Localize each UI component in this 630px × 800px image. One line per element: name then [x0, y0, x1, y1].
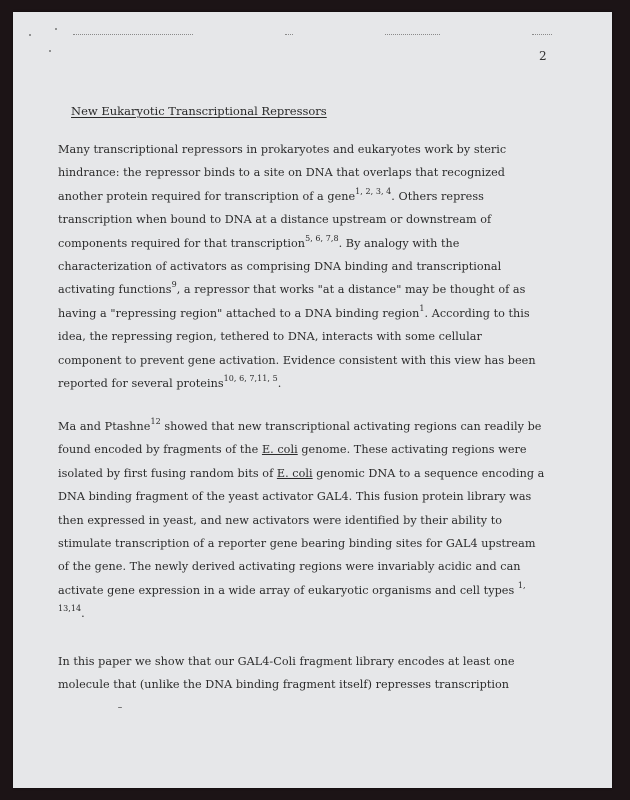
species-name: E. coli [261, 443, 298, 457]
page-number: 2 [539, 49, 547, 63]
species-name: E. coli [276, 466, 313, 480]
text-line [58, 325, 558, 348]
line-text-continued: genomic DNA to a sequence encoding a [312, 466, 545, 480]
line-text: idea, the repressing region, tethered to DNA, interacts with some cellular [58, 330, 482, 344]
line-text: having a "repressing region" attached to a DNA binding region [58, 306, 420, 320]
line-text: another protein required for transcription of a gene [58, 189, 356, 203]
text-line [58, 650, 558, 673]
line-text: then expressed in yeast, and new activators were identified by their ability to [58, 513, 503, 527]
paragraph-2 [58, 415, 558, 626]
line-text-continued: . [277, 377, 282, 391]
line-text-continued: . Others repress [391, 189, 484, 203]
line-text: In this paper we show that our GAL4-Coli fragment library encodes at least one [58, 655, 515, 668]
line-text: Ma and Ptashne [58, 420, 151, 433]
citation-superscript: 1, [517, 580, 526, 590]
scan-speck [55, 28, 57, 30]
paragraph-3 [58, 650, 558, 697]
text-line [58, 185, 558, 208]
text-line [58, 349, 558, 372]
text-line [58, 438, 558, 461]
text-line [58, 302, 558, 325]
line-text-continued: . According to this [424, 306, 530, 320]
text-line [58, 161, 558, 184]
line-text: transcription when bound to DNA at a distance upstream or downstream of [58, 213, 492, 227]
text-line [58, 232, 558, 255]
line-text: isolated by first fusing random bits of [58, 466, 277, 480]
citation-superscript: 10, 6, 7,11, 5 [223, 374, 278, 384]
document-title: New Eukaryotic Transcriptional Repressors [71, 104, 327, 118]
line-text: stimulate transcription of a reporter gene bearing binding sites for GAL4 upstream [58, 537, 536, 551]
paragraph-1 [58, 138, 558, 395]
text-line [58, 462, 558, 485]
text-line [58, 555, 558, 578]
text-line [58, 509, 558, 532]
text-line [58, 485, 558, 508]
line-text: found encoded by fragments of the [58, 443, 262, 457]
line-text: component to prevent gene activation. Evidence consistent with this view has been [58, 353, 536, 367]
line-text-continued: genome. These activating regions were [297, 443, 527, 457]
citation-superscript: 13,14 [58, 604, 82, 614]
line-text: activate gene expression in a wide array of eukaryotic organisms and cell types [58, 583, 518, 597]
text-line [58, 579, 558, 602]
line-text: activating functions [58, 283, 172, 297]
line-text: reported for several proteins [58, 377, 224, 391]
line-text: of the gene. The newly derived activating regions were invariably acidic and can [58, 560, 521, 574]
citation-superscript: 1, 2, 3, 4 [355, 186, 392, 196]
text-line [58, 138, 558, 161]
text-line [58, 673, 558, 696]
line-text: components required for that transcription [58, 236, 306, 250]
text-line [58, 415, 558, 438]
text-line [58, 532, 558, 555]
text-line [58, 372, 558, 395]
citation-superscript: 9 [171, 280, 177, 290]
text-line [58, 602, 558, 625]
line-text: hindrance: the repressor binds to a site on DNA that overlaps that recognized [58, 166, 506, 180]
line-text-continued: . [81, 607, 85, 621]
line-text-continued: , a repressor that works "at a distance" may be thought of as [176, 283, 526, 297]
citation-superscript: 1 [419, 303, 425, 313]
citation-superscript: 12 [150, 417, 161, 426]
line-text-continued: showed that new transcriptional activating regions can readily be [160, 420, 542, 433]
line-text: characterization of activators as comprising DNA binding and transcriptional [58, 260, 502, 274]
line-text: molecule that (unlike the DNA binding fragment itself) represses transcription [58, 678, 510, 692]
line-text-continued: . By analogy with the [338, 236, 460, 250]
fax-header-marks [73, 34, 552, 38]
scan-speck [29, 34, 31, 36]
text-line [58, 255, 558, 278]
text-line [58, 278, 558, 301]
line-text: Many transcriptional repressors in prokaryotes and eukaryotes work by steric [58, 143, 507, 156]
text-line [58, 208, 558, 231]
citation-superscript: 5, 6, 7,8 [305, 233, 339, 243]
scan-speck [118, 707, 122, 708]
line-text: DNA binding fragment of the yeast activator GAL4. This fusion protein library was [58, 490, 532, 504]
scan-speck [49, 50, 51, 52]
